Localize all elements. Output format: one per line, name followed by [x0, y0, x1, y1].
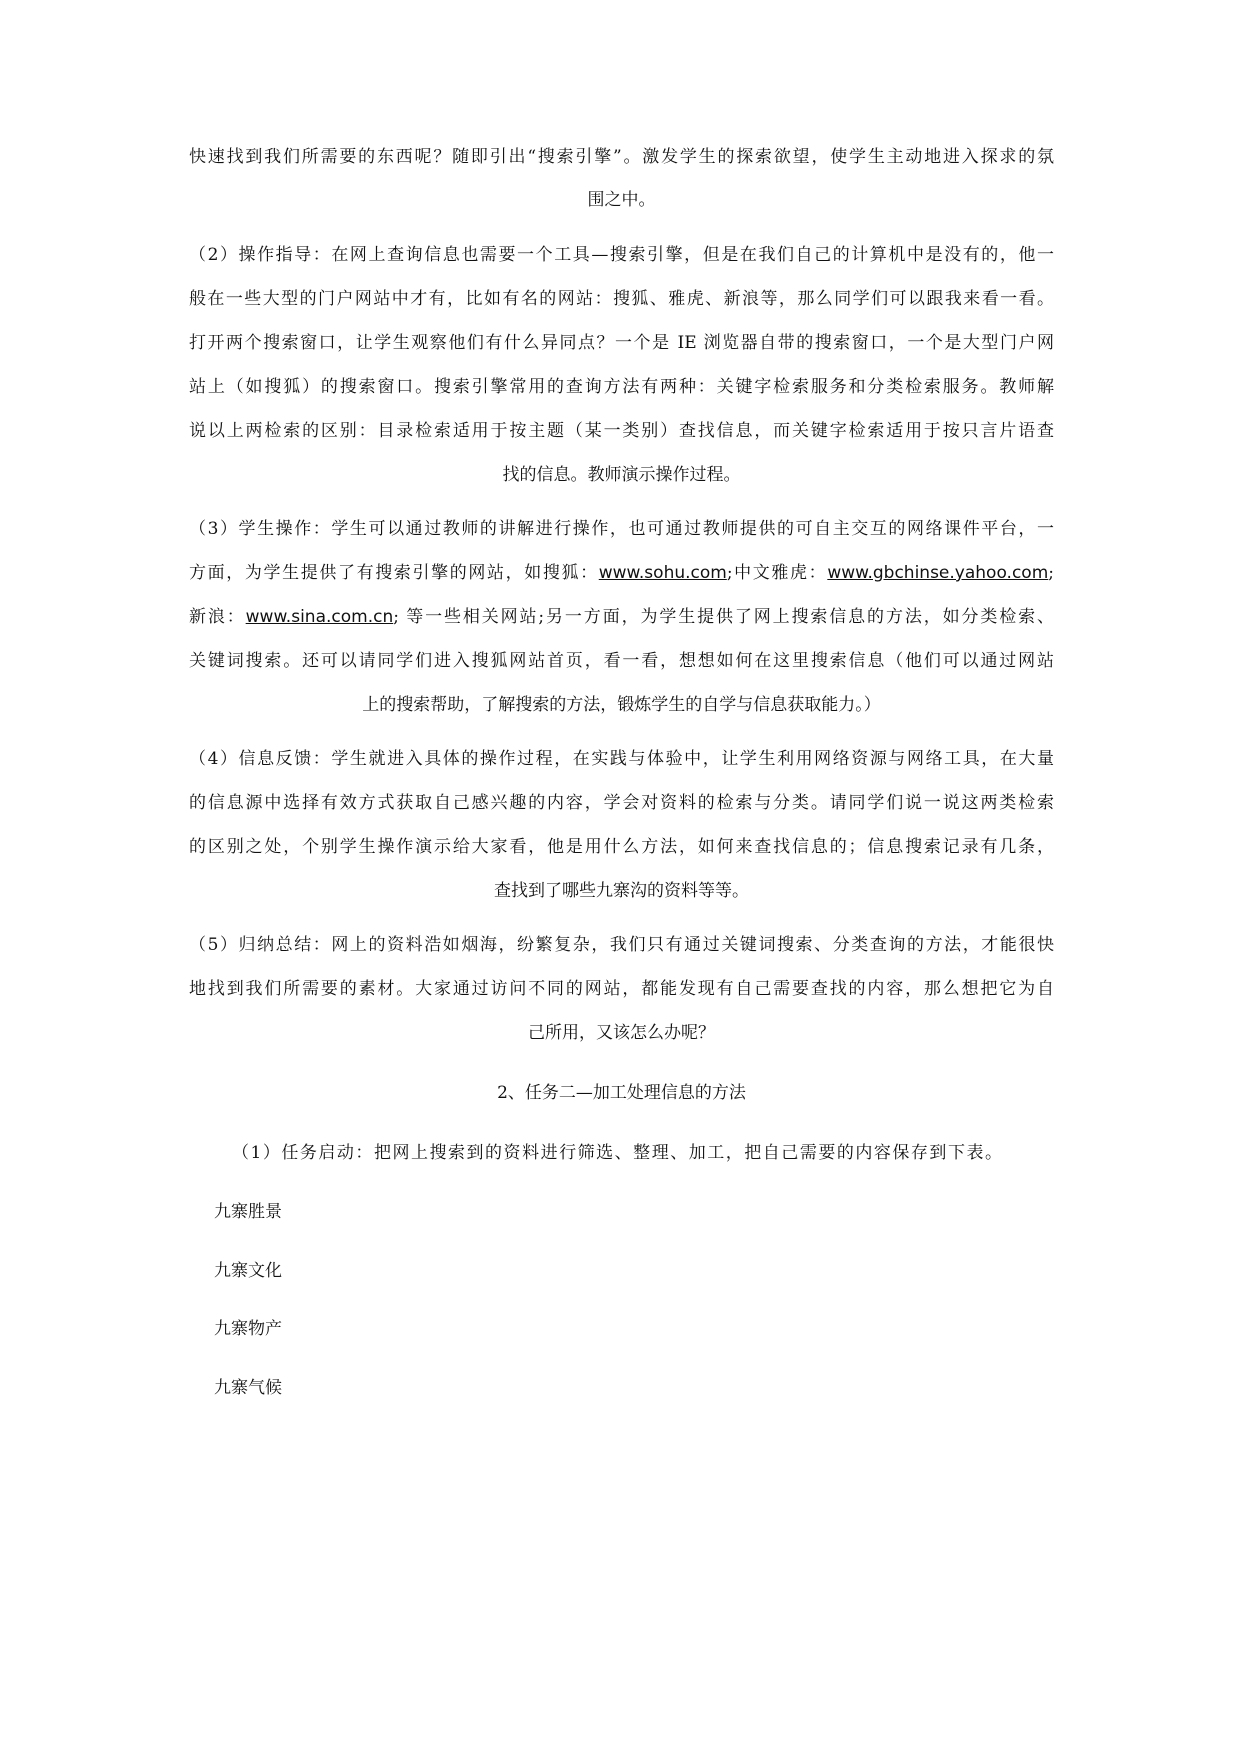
p3-line-2-text-c: ;: [1048, 563, 1054, 583]
sohu-link[interactable]: www.sohu.com: [598, 563, 727, 583]
p3-line-3-text-a: 新浪：: [189, 607, 246, 627]
p3-line-2: [189, 560, 1054, 586]
yahoo-link[interactable]: www.gbchinse.yahoo.com: [827, 563, 1049, 583]
p3-line-4: 关键词搜索。还可以请同学们进入搜狐网站首页，看一看，想想如何在这里搜索信息（他们可以通过网站: [189, 651, 1054, 671]
p3-line-3: [189, 604, 1054, 630]
task1-line: （1）任务启动：把网上搜索到的资料进行筛选、整理、加工，把自己需要的内容保存到下表。: [232, 1143, 1002, 1163]
p5-line-1: （5）归纳总结：网上的资料浩如烟海，纷繁复杂，我们只有通过关键词搜索、分类查询的方法，才能很快: [189, 935, 1054, 955]
p5-line-2: 地找到我们所需要的素材。大家通过访问不同的网站，都能发现有自己需要查找的内容，那么想把它为自: [189, 979, 1054, 999]
p2-line-1: （2）操作指导：在网上查询信息也需要一个工具—搜索引擎，但是在我们自己的计算机中是没有的，他一: [189, 245, 1054, 265]
list-item: 九寨物产: [214, 1319, 282, 1339]
section-heading: 2、任务二—加工处理信息的方法: [497, 1083, 746, 1103]
list-item: 九寨胜景: [214, 1202, 282, 1222]
p4-line-2: 的信息源中选择有效方式获取自己感兴趣的内容，学会对资料的检索与分类。请同学们说一说这两类检索: [189, 793, 1054, 813]
intro-line-2: 围之中。: [587, 190, 656, 210]
p2-line-2: 般在一些大型的门户网站中才有，比如有名的网站：搜狐、雅虎、新浪等，那么同学们可以跟我来看一看。: [189, 289, 1054, 309]
sina-link[interactable]: www.sina.com.cn: [245, 607, 394, 627]
intro-line-1: 快速找到我们所需要的东西呢？随即引出“搜索引擎”。激发学生的探索欲望，使学生主动地进入探求的氛: [189, 147, 1054, 167]
p4-line-4: 查找到了哪些九寨沟的资料等等。: [494, 881, 749, 901]
p2-line-4: 站上（如搜狐）的搜索窗口。搜索引擎常用的查询方法有两种：关键字检索服务和分类检索服务。教师解: [189, 377, 1054, 397]
p2-line-6: 找的信息。教师演示操作过程。: [502, 465, 741, 485]
p3-line-5: 上的搜索帮助，了解搜索的方法，锻炼学生的自学与信息获取能力。）: [362, 695, 881, 715]
p2-line-3: 打开两个搜索窗口，让学生观察他们有什么异同点？一个是 IE 浏览器自带的搜索窗口，一个是大型门户网: [189, 333, 1054, 353]
list-item: 九寨气候: [214, 1378, 282, 1398]
p3-line-2-text-b: ;中文雅虎：: [726, 563, 828, 583]
p3-line-3-text-b: ; 等一些相关网站;另一方面，为学生提供了网上搜索信息的方法，如分类检索、: [393, 607, 1055, 627]
p4-line-3: 的区别之处，个别学生操作演示给大家看，他是用什么方法，如何来查找信息的；信息搜索记录有几条，: [189, 837, 1054, 857]
p5-line-3: 己所用，又该怎么办呢？: [528, 1023, 715, 1043]
p4-line-1: （4）信息反馈：学生就进入具体的操作过程，在实践与体验中，让学生利用网络资源与网络工具，在大量: [189, 749, 1054, 769]
p2-line-5: 说以上两检索的区别：目录检索适用于按主题（某一类别）查找信息，而关键字检索适用于按只言片语查: [189, 421, 1054, 441]
p3-line-2-text-a: 方面，为学生提供了有搜索引擎的网站，如搜狐：: [189, 563, 599, 583]
list-item: 九寨文化: [214, 1261, 282, 1281]
p3-line-1: （3）学生操作：学生可以通过教师的讲解进行操作，也可通过教师提供的可自主交互的网络课件平台，一: [189, 519, 1054, 539]
